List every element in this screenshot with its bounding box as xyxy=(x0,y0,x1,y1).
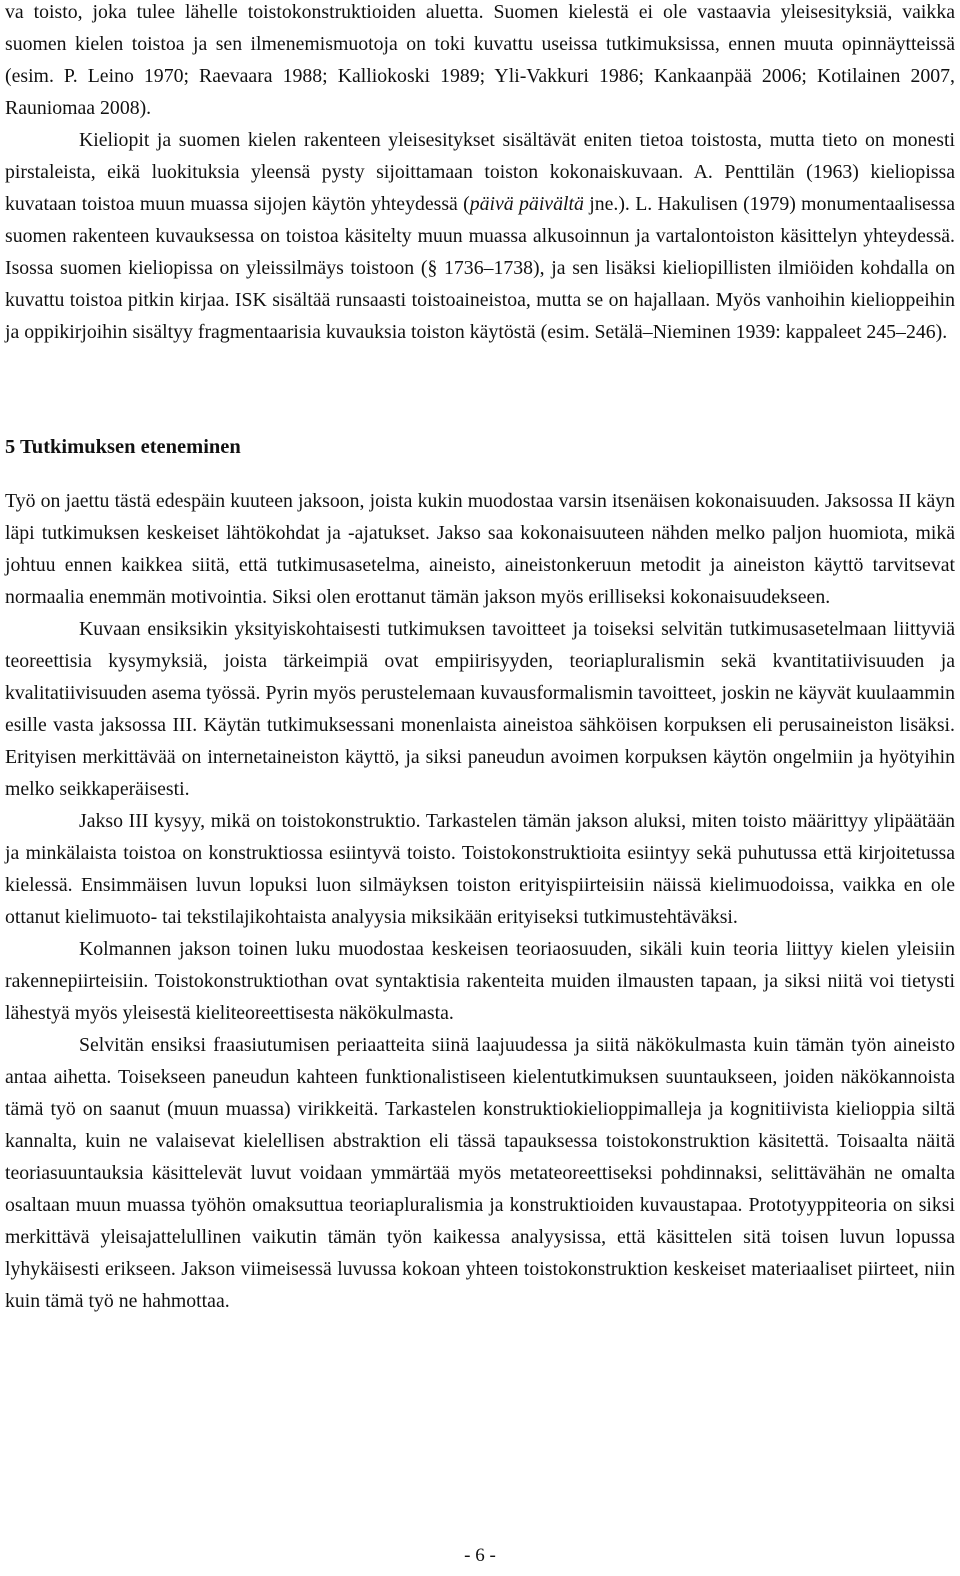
paragraph-section-two: Kuvaan ensiksikin yksityiskohtaisesti tutkimuksen tavoitteet ja toiseksi selvitän tutkimusasetelmaan liittyviä teoreettisia kysymyksiä, joista tärkeimpiä ovat empiirisyyden, teoriapluralismin sekä kvantitatiivisuuden ja kvalitatiivisuuden asema työssä. Pyrin myös perustelemaan kuvausformalismin tavoitteet, joskin ne käyvät kuulaammin esille vasta jaksossa III. Käytän tutkimuksessani monenlaista aineistoa sähköisen korpuksen eli perusaineiston lisäksi. Erityisen merkittävää on internetaineiston käyttö, ja siksi paneudun avoimen korpuksen käytön ongelmiin ja hyötyihin melko seikkaperäisesti. xyxy=(5,618,955,800)
body-text-section-1 xyxy=(5,0,955,348)
paragraph-continued: va toisto, joka tulee lähelle toistokonstruktioiden aluetta. Suomen kielestä ei ole vastaavia yleisesityksiä, vaikka suomen kielen toistoa ja sen ilmenemismuotoja on toki kuvattu useissa tutkimuksissa, ennen muuta opinnäytteissä (esim. P. Leino 1970; Raevaara 1988; Kalliokoski 1989; Yli-Vakkuri 1986; Kankaanpää 2006; Kotilainen 2007, Rauniomaa 2008). xyxy=(5,1,955,119)
paragraph-grammars-text-a: Kieliopit ja suomen kielen rakenteen yleisesitykset sisältävät eniten tietoa toistosta, mutta tieto on monesti pirstaleista, eikä luokituksia yleensä pysty sijoittamaan toiston kokonaiskuvaan. A. Penttilän (1963) kieliopissa kuvataan toistoa muun muassa sijojen käytön yhteydessä ( xyxy=(5,129,955,215)
section-heading: 5 Tutkimuksen eteneminen xyxy=(5,436,241,458)
paragraph-overview: Työ on jaettu tästä edespäin kuuteen jaksoon, joista kukin muodostaa varsin itsenäisen kokonaisuuden. Jaksossa II käyn läpi tutkimuksen keskeiset lähtökohdat ja -ajatukset. Jakso saa kokonaisuuteen nähden melko paljon huomiota, mikä johtuu ennen kaikkea siitä, että tutkimusasetelma, aineisto, aineistonkeruun metodit ja aineiston käyttö tarvitsevat normaalia enemmän motivointia. Siksi olen erottanut tämän jakson myös erilliseksi kokonaisuudekseen. xyxy=(5,490,955,608)
page-number: - 6 - xyxy=(464,1545,496,1566)
paragraph-grammars xyxy=(5,124,955,348)
paragraph-theory: Kolmannen jakson toinen luku muodostaa keskeisen teoriaosuuden, sikäli kuin teoria liittyy kielen yleisiin rakennepiirteisiin. Toistokonstruktiothan ovat syntaktisia rakenteita muiden ilmausten tapaan, ja siksi niitä voi tietysti lähestyä myös yleisestä kieliteoreettisesta näkökulmasta. xyxy=(5,938,955,1024)
italic-example: päivä päivältä xyxy=(469,193,584,215)
body-text-section-2 xyxy=(5,485,955,1317)
paragraph-grammars-text-b: jne.). L. Hakulisen (1979) monumentaalisessa suomen rakenteen kuvauksessa on toistoa käsitelty muun muassa alkusoinnun ja vartalontoiston käsittelyn yhteydessä. Isossa suomen kieliopissa on yleissilmäys toistoon (§ 1736–1738), ja sen lisäksi kieliopillisten ilmiöiden kohdalla on kuvattu toistoa pitkin kirjaa. ISK sisältää runsaasti toistoaineistoa, mutta se on hajallaan. Myös vanhoihin kielioppeihin ja oppikirjoihin sisältyy fragmentaarisia kuvauksia toiston käytöstä (esim. Setälä–Nieminen 1939: kappaleet 245–246). xyxy=(5,193,955,343)
paragraph-phrases: Selvitän ensiksi fraasiutumisen periaatteita siinä laajuudessa ja siitä näkökulmasta kuin tämän työn aineisto antaa aihetta. Toisekseen paneudun kahteen funktionalistiseen kielentutkimuksen suuntaukseen, joiden näkökannoista tämä työ on saanut (muun muassa) virikkeitä. Tarkastelen konstruktiokielioppimalleja ja kognitiivista kielioppia siltä kannalta, kuin ne valaisevat kielellisen abstraktion eli tässä tapauksessa toistokonstruktion käsitettä. Toisaalta näitä teoriasuuntauksia käsittelevät luvut voidaan ymmärtää myös metateoreettiseksi pohdinnaksi, selittävähän ne omalta osaltaan muun muassa työhön omaksuttua teoriapluralismia ja konstruktioiden kuvaustapaa. Prototyyppiteoria on siksi merkittävä yleisajattelullinen vaikutin tämän työn kaikessa analyysissa, että käsittelen sitä toisen luvun lopussa lyhykäisesti erikseen. Jakson viimeisessä luvussa kokoan yhteen toistokonstruktion keskeiset materiaaliset piirteet, niin kuin tämä työ ne hahmottaa. xyxy=(5,1034,955,1312)
paragraph-section-three: Jakso III kysyy, mikä on toistokonstruktio. Tarkastelen tämän jakson aluksi, miten toisto määrittyy ylipäätään ja minkälaista toistoa on konstruktiossa esiintyvä toisto. Toistokonstruktioita esiintyy sekä puhutussa että kirjoitetussa kielessä. Ensimmäisen luvun lopuksi luon silmäyksen toiston erityispiirteisiin näissä kielimuodoissa, vaikka en ole ottanut kielimuoto- tai tekstilajikohtaista analyysia miksikään erityiseksi tutkimustehtäväksi. xyxy=(5,810,955,928)
